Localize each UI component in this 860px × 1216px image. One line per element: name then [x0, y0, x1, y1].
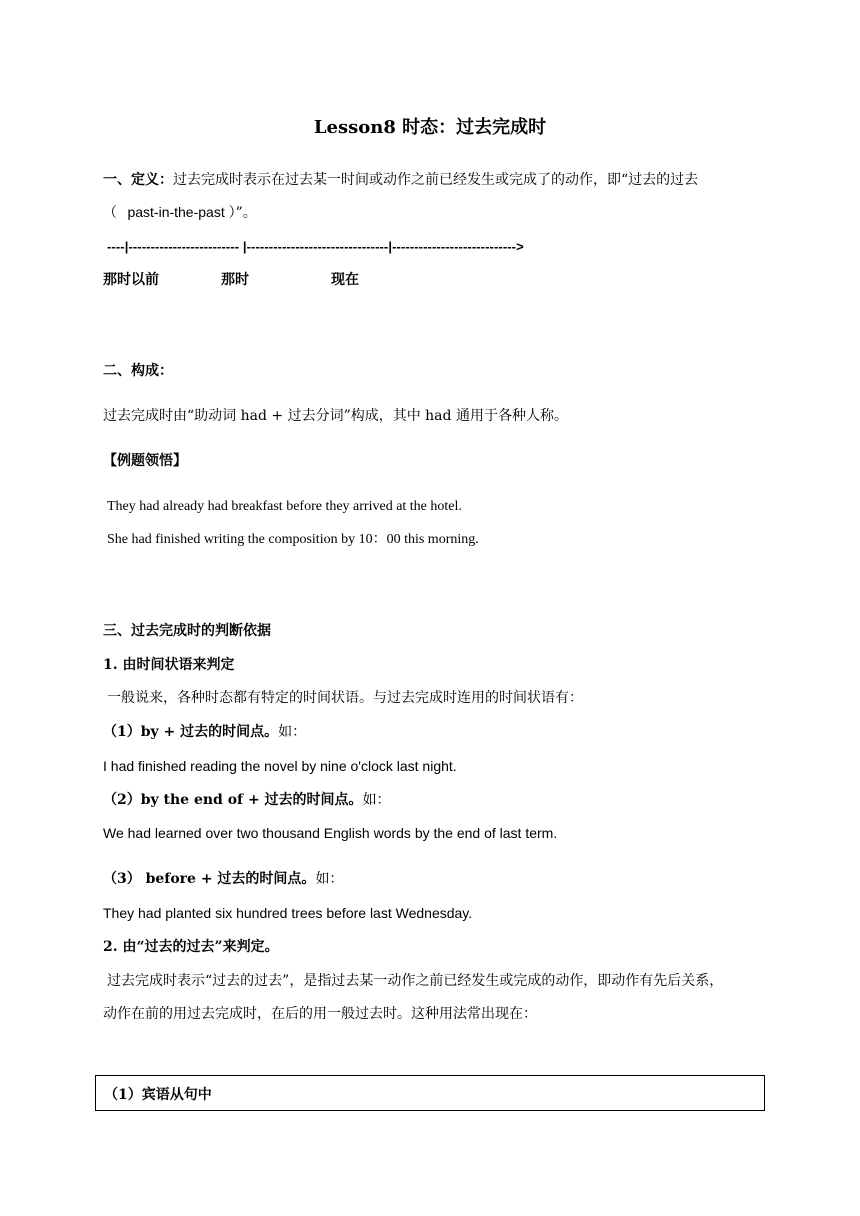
section-heading-definition: 一、定义：: [103, 172, 173, 188]
timeline-label-now: 现在: [331, 272, 359, 288]
definition-text-1: 过去完成时表示在过去某一时间或动作之前已经发生或完成了的动作，即“过去的过去: [173, 172, 699, 188]
example-sentence-1: They had already had breakfast before they arrived at the hotel.: [107, 499, 462, 514]
example-heading: 【例题领悟】: [103, 453, 187, 469]
past-of-past-para-2: 动作在前的用过去完成时，在后的用一般过去时。这种用法常出现在：: [103, 1006, 537, 1022]
item-by-head: （1）by + 过去的时间点。: [103, 724, 279, 740]
past-of-past-para-1: 过去完成时表示“过去的过去”，是指过去某一动作之前已经发生或完成的动作，即动作有先后关系，: [107, 973, 724, 989]
item-by-example: I had finished reading the novel by nine o'clock last night.: [103, 758, 457, 774]
page-title: Lesson8 时态：过去完成时: [313, 117, 547, 138]
subheading-time-adverbials: 1. 由时间状语来判定: [103, 657, 235, 673]
timeline: ----|------------------------- |--------------------------------|---------------------------->: [107, 239, 524, 254]
object-clause-label: （1）宾语从句中: [104, 1087, 212, 1103]
example-sentence-2: She had finished writing the composition by 10：00 this morning.: [107, 532, 479, 547]
definition-paren-open: （: [103, 205, 122, 221]
timeline-label-before: 那时以前: [103, 272, 159, 288]
item-by-heading: [103, 722, 306, 742]
time-adverbials-intro: 一般说来，各种时态都有特定的时间状语。与过去完成时连用的时间状语有：: [107, 690, 583, 706]
item-before-head: （3） before + 过去的时间点。: [103, 871, 316, 887]
item-before-suffix: 如：: [315, 871, 344, 887]
definition-paren-close: ）”。: [228, 205, 257, 221]
structure-rule: 过去完成时由“助动词 had + 过去分词”构成，其中 had 通用于各种人称。: [103, 408, 568, 424]
definition-term: past-in-the-past: [127, 204, 229, 220]
item-before-heading: [103, 869, 343, 889]
item-by-end-example: We had learned over two thousand English words by the end of last term.: [103, 825, 558, 841]
item-by-end-suffix: 如：: [362, 792, 391, 808]
definition-line-1: [103, 170, 698, 190]
section-heading-structure: 二、构成：: [103, 363, 173, 379]
timeline-label-then: 那时: [221, 272, 249, 288]
object-clause-box: [95, 1075, 765, 1111]
subheading-past-of-past: 2. 由“过去的过去”来判定。: [103, 939, 279, 955]
item-by-end-heading: [103, 790, 391, 810]
item-by-end-head: （2）by the end of + 过去的时间点。: [103, 792, 363, 808]
item-by-suffix: 如：: [278, 724, 307, 740]
definition-line-2: [103, 202, 257, 223]
section-heading-criteria: 三、过去完成时的判断依据: [103, 623, 271, 639]
item-before-example: They had planted six hundred trees before last Wednesday.: [103, 905, 473, 921]
